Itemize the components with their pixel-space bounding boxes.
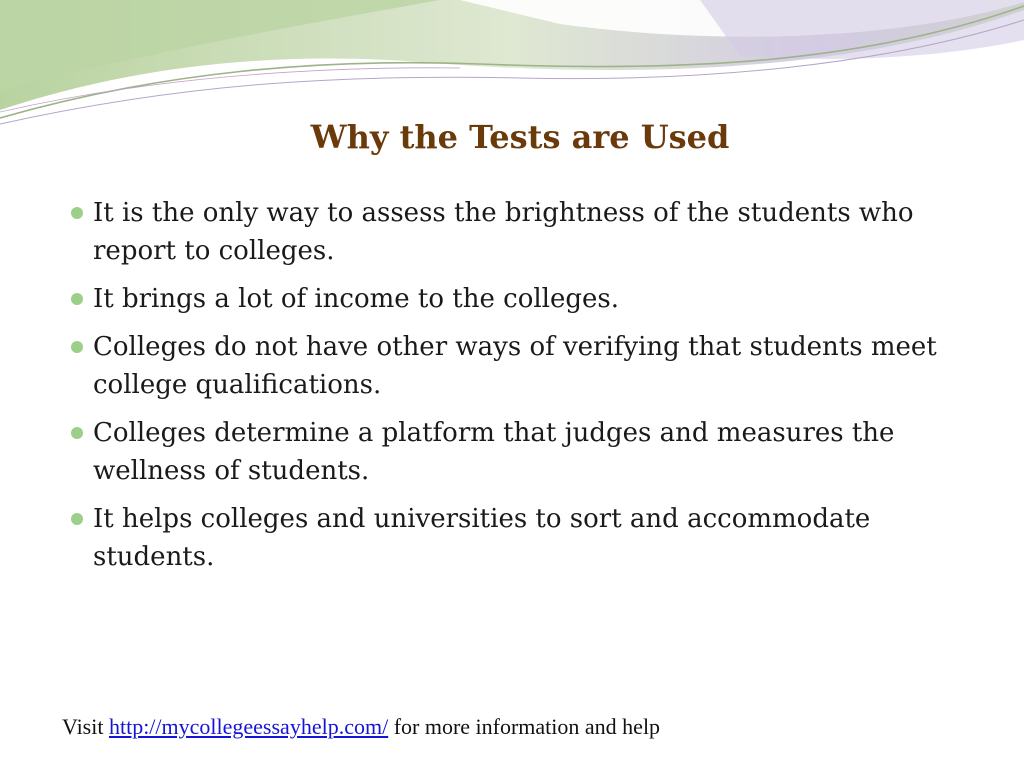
bullet-text: It is the only way to assess the brightness of the students who report to colleges.: [93, 198, 914, 266]
bullet-text: Colleges do not have other ways of verifying that students meet college qualifications.: [93, 332, 937, 400]
bullet-item: [68, 280, 968, 318]
bullet-dot-icon: [71, 427, 83, 439]
footer-link[interactable]: http://mycollegeessayhelp.com/: [108, 714, 389, 739]
bullet-text: Colleges determine a platform that judges and measures the wellness of students.: [93, 418, 895, 486]
slide-title: Why the Tests are Used: [310, 118, 730, 156]
footer-line: [62, 714, 660, 740]
bullet-dot-icon: [71, 341, 83, 353]
bullet-item: [68, 500, 968, 576]
bullet-text: It helps colleges and universities to sort and accommodate students.: [93, 504, 871, 572]
bullet-text: It brings a lot of income to the colleges.: [93, 284, 620, 314]
bullet-item: [68, 328, 968, 404]
bullet-item: [68, 194, 968, 270]
footer-suffix: for more information and help: [393, 714, 661, 739]
bullet-dot-icon: [71, 513, 83, 525]
header-wave-decoration: [0, 0, 1024, 130]
bullet-dot-icon: [71, 293, 83, 305]
bullet-list: [68, 194, 968, 586]
footer-prefix: Visit: [62, 714, 104, 739]
bullet-item: [68, 414, 968, 490]
bullet-dot-icon: [71, 207, 83, 219]
